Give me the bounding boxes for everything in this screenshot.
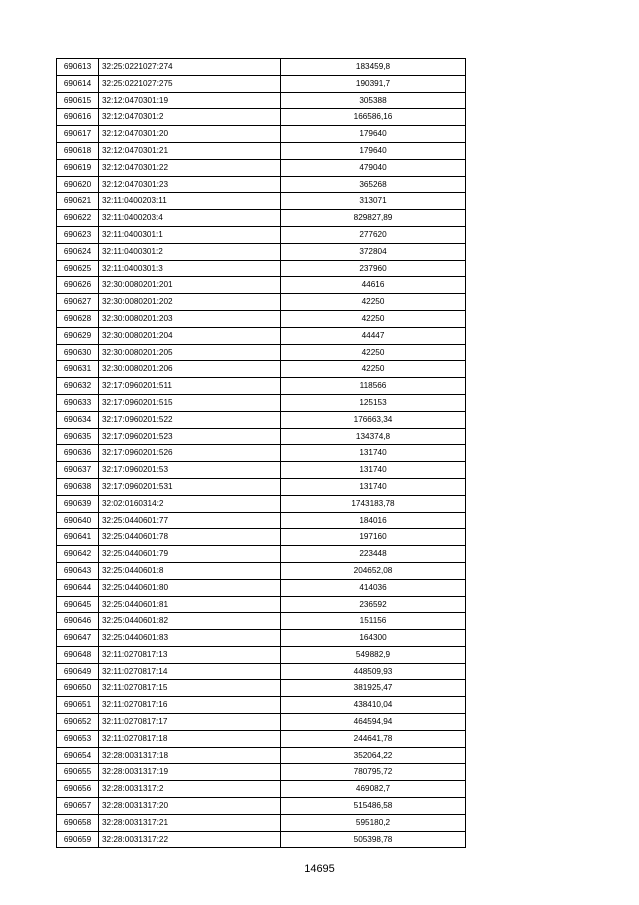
- row-id-cell: 690625: [57, 260, 99, 277]
- value-cell: 131740: [281, 478, 466, 495]
- cadastral-number-cell: 32:25:0440601:79: [99, 546, 281, 563]
- row-id-cell: 690649: [57, 663, 99, 680]
- cadastral-number-cell: 32:25:0440601:81: [99, 596, 281, 613]
- value-cell: 42250: [281, 310, 466, 327]
- cadastral-number-cell: 32:17:0960201:515: [99, 394, 281, 411]
- value-cell: 190391,7: [281, 75, 466, 92]
- value-cell: 176663,34: [281, 411, 466, 428]
- value-cell: 505398,78: [281, 831, 466, 848]
- table-row: [57, 462, 466, 479]
- row-id-cell: 690620: [57, 176, 99, 193]
- table-row: [57, 529, 466, 546]
- table-row: [57, 176, 466, 193]
- table-row: [57, 394, 466, 411]
- value-cell: 515486,58: [281, 798, 466, 815]
- value-cell: 164300: [281, 630, 466, 647]
- cadastral-number-cell: 32:30:0080201:205: [99, 344, 281, 361]
- value-cell: 184016: [281, 512, 466, 529]
- cadastral-number-cell: 32:28:0031317:22: [99, 831, 281, 848]
- cadastral-number-cell: 32:25:0440601:78: [99, 529, 281, 546]
- cadastral-number-cell: 32:30:0080201:202: [99, 294, 281, 311]
- row-id-cell: 690646: [57, 613, 99, 630]
- row-id-cell: 690619: [57, 159, 99, 176]
- table-row: [57, 831, 466, 848]
- row-id-cell: 690613: [57, 59, 99, 76]
- cadastral-number-cell: 32:30:0080201:206: [99, 361, 281, 378]
- value-cell: 42250: [281, 344, 466, 361]
- data-table: [56, 58, 466, 848]
- value-cell: 151156: [281, 613, 466, 630]
- value-cell: 223448: [281, 546, 466, 563]
- value-cell: 469082,7: [281, 781, 466, 798]
- cadastral-number-cell: 32:30:0080201:201: [99, 277, 281, 294]
- cadastral-number-cell: 32:28:0031317:21: [99, 814, 281, 831]
- table-row: [57, 277, 466, 294]
- row-id-cell: 690653: [57, 730, 99, 747]
- row-id-cell: 690618: [57, 142, 99, 159]
- row-id-cell: 690651: [57, 697, 99, 714]
- table-row: [57, 126, 466, 143]
- table-row: [57, 92, 466, 109]
- table-row: [57, 781, 466, 798]
- cadastral-number-cell: 32:25:0440601:82: [99, 613, 281, 630]
- row-id-cell: 690627: [57, 294, 99, 311]
- table-row: [57, 59, 466, 76]
- cadastral-number-cell: 32:11:0400203:11: [99, 193, 281, 210]
- cadastral-number-cell: 32:12:0470301:2: [99, 109, 281, 126]
- table-row: [57, 142, 466, 159]
- table-row: [57, 630, 466, 647]
- row-id-cell: 690632: [57, 378, 99, 395]
- row-id-cell: 690652: [57, 714, 99, 731]
- table-row: [57, 159, 466, 176]
- value-cell: 134374,8: [281, 428, 466, 445]
- cadastral-number-cell: 32:25:0440601:80: [99, 579, 281, 596]
- value-cell: 125153: [281, 394, 466, 411]
- value-cell: 131740: [281, 462, 466, 479]
- page-number: 14695: [304, 863, 335, 875]
- table-row: [57, 495, 466, 512]
- value-cell: 780795,72: [281, 764, 466, 781]
- value-cell: 595180,2: [281, 814, 466, 831]
- cadastral-number-cell: 32:25:0440601:83: [99, 630, 281, 647]
- value-cell: 365268: [281, 176, 466, 193]
- table-row: [57, 697, 466, 714]
- cadastral-number-cell: 32:12:0470301:21: [99, 142, 281, 159]
- row-id-cell: 690644: [57, 579, 99, 596]
- cadastral-number-cell: 32:11:0400203:4: [99, 210, 281, 227]
- table-row: [57, 714, 466, 731]
- row-id-cell: 690629: [57, 327, 99, 344]
- table-row: [57, 361, 466, 378]
- row-id-cell: 690640: [57, 512, 99, 529]
- table-row: [57, 411, 466, 428]
- value-cell: 204652,08: [281, 562, 466, 579]
- cadastral-number-cell: 32:11:0270817:14: [99, 663, 281, 680]
- cadastral-number-cell: 32:11:0270817:17: [99, 714, 281, 731]
- row-id-cell: 690615: [57, 92, 99, 109]
- cadastral-number-cell: 32:11:0400301:3: [99, 260, 281, 277]
- cadastral-number-cell: 32:28:0031317:18: [99, 747, 281, 764]
- cadastral-number-cell: 32:25:0221027:274: [99, 59, 281, 76]
- value-cell: 131740: [281, 445, 466, 462]
- value-cell: 352064,22: [281, 747, 466, 764]
- value-cell: 179640: [281, 142, 466, 159]
- value-cell: 414036: [281, 579, 466, 596]
- cadastral-number-cell: 32:28:0031317:19: [99, 764, 281, 781]
- table-row: [57, 327, 466, 344]
- table-row: [57, 512, 466, 529]
- row-id-cell: 690623: [57, 226, 99, 243]
- table-row: [57, 75, 466, 92]
- row-id-cell: 690621: [57, 193, 99, 210]
- row-id-cell: 690624: [57, 243, 99, 260]
- row-id-cell: 690636: [57, 445, 99, 462]
- row-id-cell: 690637: [57, 462, 99, 479]
- cadastral-number-cell: 32:12:0470301:23: [99, 176, 281, 193]
- row-id-cell: 690614: [57, 75, 99, 92]
- cadastral-number-cell: 32:28:0031317:20: [99, 798, 281, 815]
- table-row: [57, 546, 466, 563]
- value-cell: 166586,16: [281, 109, 466, 126]
- cadastral-number-cell: 32:11:0400301:2: [99, 243, 281, 260]
- table-row: [57, 210, 466, 227]
- value-cell: 244641,78: [281, 730, 466, 747]
- row-id-cell: 690617: [57, 126, 99, 143]
- cadastral-number-cell: 32:25:0221027:275: [99, 75, 281, 92]
- cadastral-number-cell: 32:11:0270817:15: [99, 680, 281, 697]
- row-id-cell: 690656: [57, 781, 99, 798]
- value-cell: 179640: [281, 126, 466, 143]
- row-id-cell: 690635: [57, 428, 99, 445]
- row-id-cell: 690628: [57, 310, 99, 327]
- value-cell: 118566: [281, 378, 466, 395]
- cadastral-number-cell: 32:12:0470301:19: [99, 92, 281, 109]
- cadastral-number-cell: 32:28:0031317:2: [99, 781, 281, 798]
- table-row: [57, 310, 466, 327]
- row-id-cell: 690634: [57, 411, 99, 428]
- row-id-cell: 690622: [57, 210, 99, 227]
- cadastral-number-cell: 32:17:0960201:522: [99, 411, 281, 428]
- row-id-cell: 690658: [57, 814, 99, 831]
- table-row: [57, 747, 466, 764]
- table-row: [57, 730, 466, 747]
- row-id-cell: 690639: [57, 495, 99, 512]
- value-cell: 44447: [281, 327, 466, 344]
- cadastral-number-cell: 32:17:0960201:523: [99, 428, 281, 445]
- cadastral-number-cell: 32:17:0960201:53: [99, 462, 281, 479]
- row-id-cell: 690655: [57, 764, 99, 781]
- table-row: [57, 428, 466, 445]
- cadastral-number-cell: 32:17:0960201:531: [99, 478, 281, 495]
- cadastral-number-cell: 32:12:0470301:22: [99, 159, 281, 176]
- value-cell: 372804: [281, 243, 466, 260]
- value-cell: 44616: [281, 277, 466, 294]
- value-cell: 313071: [281, 193, 466, 210]
- table-row: [57, 798, 466, 815]
- table-row: [57, 260, 466, 277]
- value-cell: 381925,47: [281, 680, 466, 697]
- row-id-cell: 690638: [57, 478, 99, 495]
- value-cell: 1743183,78: [281, 495, 466, 512]
- table-row: [57, 193, 466, 210]
- cadastral-number-cell: 32:12:0470301:20: [99, 126, 281, 143]
- value-cell: 829827,89: [281, 210, 466, 227]
- value-cell: 438410,04: [281, 697, 466, 714]
- value-cell: 549882,9: [281, 646, 466, 663]
- row-id-cell: 690616: [57, 109, 99, 126]
- row-id-cell: 690659: [57, 831, 99, 848]
- value-cell: 277620: [281, 226, 466, 243]
- row-id-cell: 690643: [57, 562, 99, 579]
- row-id-cell: 690648: [57, 646, 99, 663]
- table-row: [57, 562, 466, 579]
- table-row: [57, 243, 466, 260]
- table-row: [57, 478, 466, 495]
- cadastral-number-cell: 32:17:0960201:526: [99, 445, 281, 462]
- cadastral-number-cell: 32:11:0270817:16: [99, 697, 281, 714]
- value-cell: 479040: [281, 159, 466, 176]
- value-cell: 237960: [281, 260, 466, 277]
- cadastral-number-cell: 32:25:0440601:77: [99, 512, 281, 529]
- table-row: [57, 226, 466, 243]
- row-id-cell: 690654: [57, 747, 99, 764]
- row-id-cell: 690657: [57, 798, 99, 815]
- table-row: [57, 596, 466, 613]
- table-row: [57, 814, 466, 831]
- cadastral-number-cell: 32:17:0960201:511: [99, 378, 281, 395]
- table-row: [57, 579, 466, 596]
- table-row: [57, 680, 466, 697]
- table-row: [57, 294, 466, 311]
- table-row: [57, 646, 466, 663]
- row-id-cell: 690626: [57, 277, 99, 294]
- table-row: [57, 378, 466, 395]
- value-cell: 197160: [281, 529, 466, 546]
- cadastral-number-cell: 32:11:0270817:13: [99, 646, 281, 663]
- table-row: [57, 613, 466, 630]
- value-cell: 42250: [281, 361, 466, 378]
- row-id-cell: 690631: [57, 361, 99, 378]
- row-id-cell: 690630: [57, 344, 99, 361]
- cadastral-number-cell: 32:02:0160314:2: [99, 495, 281, 512]
- table-row: [57, 109, 466, 126]
- cadastral-number-cell: 32:30:0080201:204: [99, 327, 281, 344]
- row-id-cell: 690642: [57, 546, 99, 563]
- value-cell: 42250: [281, 294, 466, 311]
- value-cell: 183459,8: [281, 59, 466, 76]
- cadastral-number-cell: 32:30:0080201:203: [99, 310, 281, 327]
- table-row: [57, 445, 466, 462]
- row-id-cell: 690647: [57, 630, 99, 647]
- table-body: [57, 59, 466, 848]
- table-row: [57, 764, 466, 781]
- row-id-cell: 690641: [57, 529, 99, 546]
- cadastral-number-cell: 32:11:0400301:1: [99, 226, 281, 243]
- value-cell: 464594,94: [281, 714, 466, 731]
- value-cell: 236592: [281, 596, 466, 613]
- value-cell: 448509,93: [281, 663, 466, 680]
- row-id-cell: 690633: [57, 394, 99, 411]
- table-row: [57, 344, 466, 361]
- cadastral-number-cell: 32:25:0440601:8: [99, 562, 281, 579]
- row-id-cell: 690650: [57, 680, 99, 697]
- value-cell: 305388: [281, 92, 466, 109]
- cadastral-number-cell: 32:11:0270817:18: [99, 730, 281, 747]
- table-row: [57, 663, 466, 680]
- row-id-cell: 690645: [57, 596, 99, 613]
